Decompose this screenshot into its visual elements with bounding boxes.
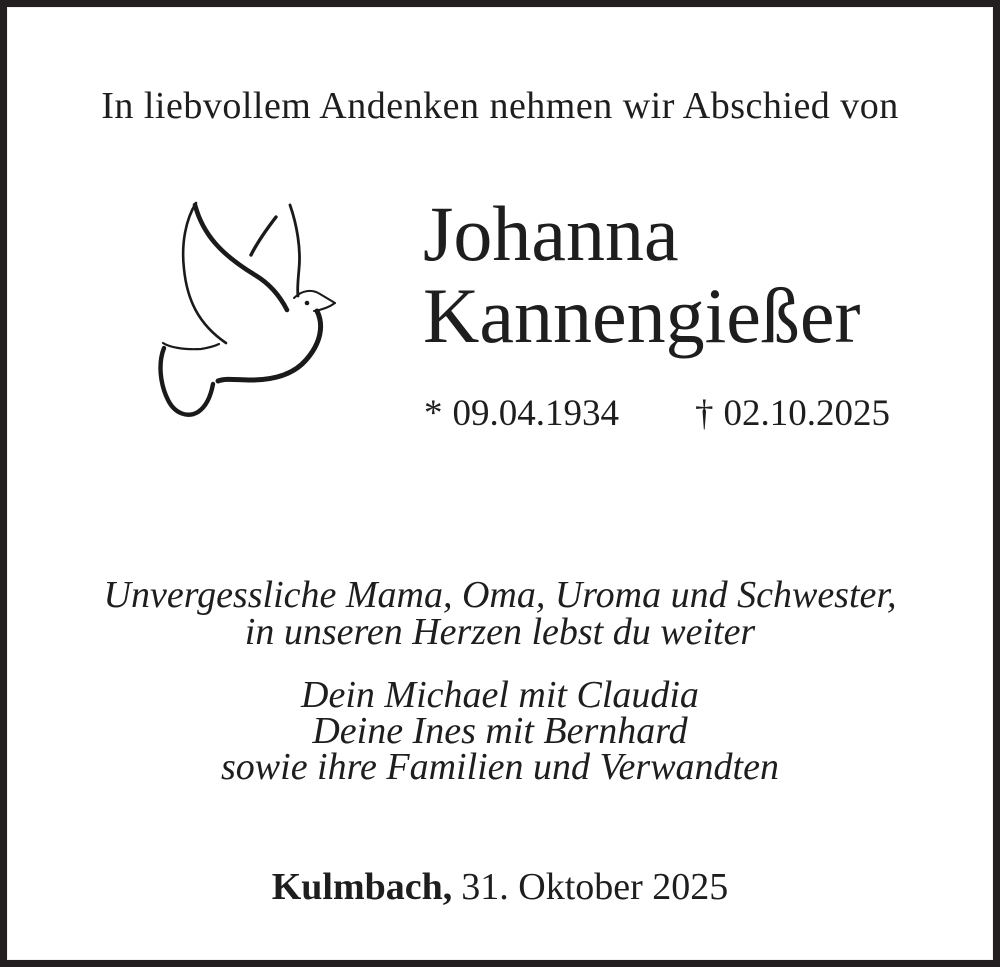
closing-line bbox=[7, 867, 993, 907]
closing-date: 31. Oktober 2025 bbox=[461, 866, 729, 908]
tribute-text bbox=[7, 574, 993, 653]
mourners-line-1: Dein Michael mit Claudia bbox=[301, 674, 699, 716]
tribute-line-1: Unvergessliche Mama, Oma, Uroma und Schwester, bbox=[103, 574, 897, 616]
mourners-line-3: sowie ihre Familien und Verwandten bbox=[221, 746, 779, 788]
dove-icon bbox=[107, 157, 427, 457]
closing-place: Kulmbach, bbox=[271, 866, 453, 908]
mourners-line-2: Deine Ines mit Bernhard bbox=[312, 710, 688, 752]
birth-date-group bbox=[424, 394, 619, 434]
deceased-first-name: Johanna bbox=[423, 190, 679, 277]
deceased-last-name: Kannengießer bbox=[423, 272, 861, 359]
death-cross-icon: † bbox=[695, 393, 714, 434]
tribute-line-2: in unseren Herzen lebst du weiter bbox=[244, 611, 756, 653]
birth-star-icon: * bbox=[424, 393, 443, 434]
dove-eye bbox=[305, 301, 310, 306]
deceased-name bbox=[423, 190, 861, 359]
birth-date: 09.04.1934 bbox=[452, 393, 619, 434]
mourners-text bbox=[7, 674, 993, 788]
intro-line: In liebvollem Andenken nehmen wir Abschied von bbox=[101, 85, 899, 127]
death-date: 02.10.2025 bbox=[723, 393, 890, 434]
death-date-group bbox=[695, 394, 890, 434]
